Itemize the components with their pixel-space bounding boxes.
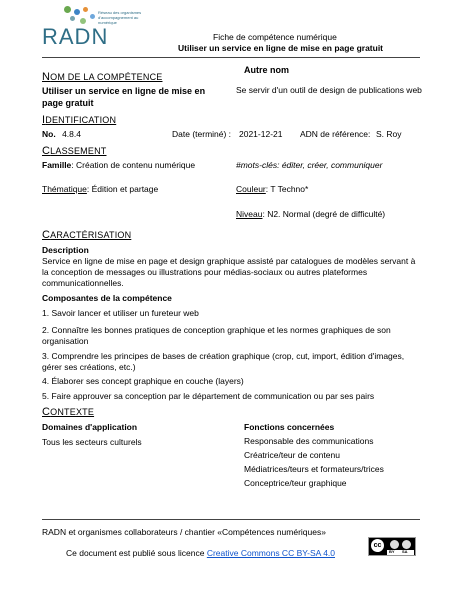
description-text: Service en ligne de mise en page et design graphique assisté par catalogues de modèles servant à la conception de messages ou illustrations pour médias-sociaux ou autres plateformes communicationnelles. (42, 256, 416, 288)
no-value: 4.8.4 (62, 129, 81, 139)
footer-credit: RADN et organismes collaborateurs / chantier «Compétences numériques» (42, 527, 326, 537)
logo-text: RADN (42, 24, 109, 49)
heading-initial: C (42, 406, 51, 418)
section-heading-nom (42, 71, 162, 83)
cc-by-sa-badge[interactable] (368, 537, 416, 556)
autre-nom-label: Autre nom (244, 65, 289, 75)
competence-name: Utiliser un service en ligne de mise en page gratuit (42, 86, 206, 108)
footer-divider (42, 519, 420, 520)
identification-row (42, 129, 432, 140)
license-line (66, 548, 335, 559)
radn-logo (42, 6, 109, 52)
domaines-value: Tous les secteurs culturels (42, 437, 142, 447)
heading-rest: LASSEMENT (50, 146, 107, 156)
heading-initial: N (42, 71, 51, 83)
composante-item: 1. Savoir lancer et utiliser un fureteur web (42, 308, 199, 318)
logo-dot (74, 9, 80, 15)
adn-label: ADN de référence: (300, 129, 371, 139)
badge-labels (387, 550, 414, 555)
logo-tagline: Réseau des organismes d'accompagnement au numérique (98, 10, 142, 25)
heading-rest: ONTEXTE (50, 407, 95, 417)
composante-item: 4. Élaborer ses concept graphique en couche (layers) (42, 376, 244, 386)
fonctions-label: Fonctions concernées (244, 422, 335, 432)
famille-row (42, 160, 195, 171)
composante-item: 2. Connaître les bonnes pratiques de conception graphique et les normes graphiques de son organisation (42, 325, 391, 346)
badge-sa-label: SA (402, 549, 408, 554)
logo-dot (83, 7, 88, 12)
license-link[interactable]: Creative Commons CC BY-SA 4.0 (206, 548, 336, 558)
mots-cles: #mots-clés: éditer, créer, communiquer (236, 160, 383, 170)
section-heading-classement (42, 145, 106, 157)
section-heading-caracterisation (42, 229, 131, 241)
no-label: No. (42, 129, 56, 139)
couleur-label: Couleur (236, 184, 266, 194)
fonction-item: Conceptrice/teur graphique (244, 478, 347, 488)
famille-label: Famille (42, 160, 72, 170)
composante-item: 5. Faire approuver sa conception par le département de communication ou par ses pairs (42, 391, 375, 401)
fonction-item: Médiatrices/teurs et formateurs/trices (244, 464, 384, 474)
heading-initial: C (42, 145, 51, 157)
heading-initial: I (42, 114, 46, 126)
badge-by-label: BY (389, 549, 395, 554)
thematique-row (42, 184, 158, 195)
fonction-item: Responsable des communications (244, 436, 374, 446)
composante-item: 3. Comprendre les principes de bases de création graphique (crop, cut, import, édition d'images, gérer ses créations, etc.) (42, 351, 405, 372)
couleur-row (236, 184, 308, 195)
niveau-label: Niveau (236, 209, 263, 219)
header-divider (42, 57, 420, 58)
logo-dot (90, 14, 95, 19)
niveau-value: : N2. Normal (degré de difficulté) (262, 209, 386, 219)
share-alike-icon (402, 540, 411, 549)
thematique-label: Thématique (42, 184, 87, 194)
description-label: Description (42, 245, 89, 255)
fonction-item: Créatrice/teur de contenu (244, 450, 340, 460)
person-icon (390, 540, 399, 549)
composantes-label: Composantes de la compétence (42, 293, 172, 303)
heading-initial: C (42, 229, 51, 241)
logo-dot (70, 16, 75, 21)
section-heading-contexte (42, 406, 94, 418)
date-label: Date (terminé) : (172, 129, 232, 139)
autre-nom-value: Se servir d'un outil de design de publications web (236, 85, 422, 95)
date-value: 2021-12-21 (239, 129, 283, 139)
heading-rest: DENTIFICATION (45, 115, 117, 125)
section-heading-identification (42, 114, 116, 126)
adn-value: S. Roy (376, 129, 402, 139)
page-subtitle: Utiliser un service en ligne de mise en page gratuit (178, 43, 384, 53)
cc-icon: cc (371, 539, 384, 552)
couleur-value: : T Techno* (265, 184, 309, 194)
niveau-row (236, 209, 385, 220)
logo-dot (64, 6, 71, 13)
famille-value: : Création de contenu numérique (71, 160, 196, 170)
thematique-value: : Édition et partage (86, 184, 159, 194)
heading-rest: ARACTÉRISATION (50, 230, 132, 240)
page-title: Fiche de compétence numérique (213, 32, 337, 42)
domaines-label: Domaines d'application (42, 422, 138, 432)
heading-rest: OM DE LA COMPÉTENCE (50, 72, 163, 82)
license-prefix: Ce document est publié sous licence (66, 548, 205, 558)
